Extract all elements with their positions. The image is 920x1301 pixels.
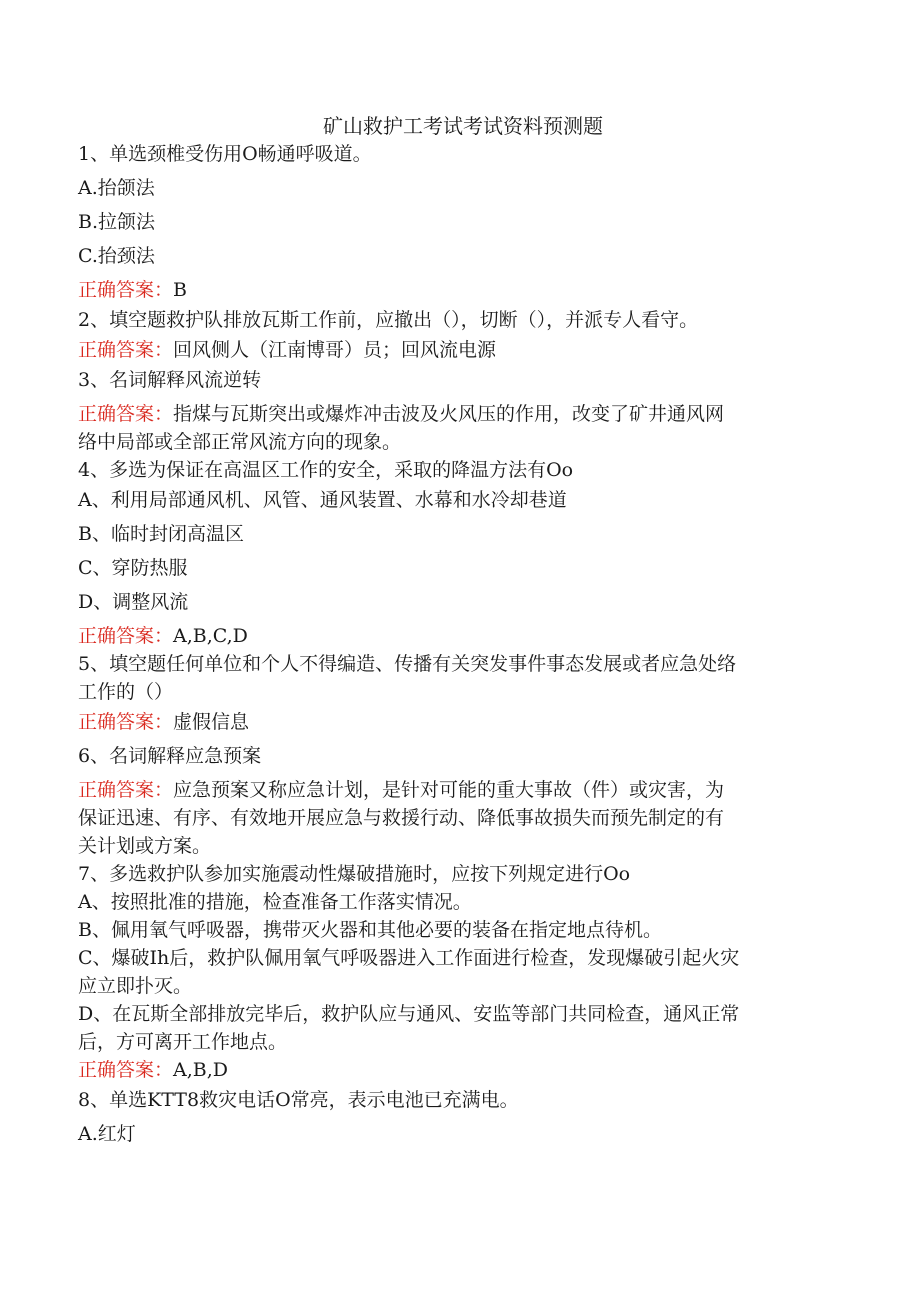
question-4-option-a: A、利用局部通风机、风管、通风装置、水幕和水冷却巷道 (78, 489, 567, 511)
answer-value: 虚假信息 (173, 711, 250, 733)
question-7-stem: 7、多选救护队参加实施震动性爆破措施时，应按下列规定进行Oo (78, 863, 631, 885)
question-7-option-c: C、爆破Ih后，救护队佩用氧气呼吸器进入工作面进行检查，发现爆破引起火灾 (78, 947, 740, 969)
question-1-option-a: A.抬颌法 (78, 177, 155, 199)
question-3-answer (78, 400, 838, 428)
question-7-option-d-cont: 后，方可离开工作地点。 (78, 1031, 288, 1053)
question-6-stem: 6、名词解释应急预案 (78, 745, 262, 767)
question-4-answer (78, 622, 838, 650)
question-7-answer (78, 1056, 838, 1084)
document-title: 矿山救护工考试考试资料预测题 (323, 114, 603, 138)
question-6-answer (78, 776, 838, 804)
question-5-stem-cont: 工作的（） (78, 681, 174, 703)
answer-label: 正确答案： (78, 711, 174, 733)
document-page (78, 112, 838, 1148)
question-8-option-a: A.红灯 (78, 1123, 136, 1145)
answer-value: 指煤与瓦斯突出或爆炸冲击波及火风压的作用，改变了矿井通风网 (173, 403, 725, 425)
question-4-option-c: C、穿防热服 (78, 557, 188, 579)
answer-value: B (173, 279, 187, 301)
answer-value: A,B,D (173, 1059, 229, 1081)
question-3-answer-cont: 络中局部或全部正常风流方向的现象。 (78, 431, 402, 453)
question-1-option-c: C.抬颈法 (78, 245, 155, 267)
answer-label: 正确答案： (78, 403, 174, 425)
answer-value: 回风侧人（江南博哥）员；回风流电源 (173, 339, 497, 361)
question-6-answer-cont-1: 保证迅速、有序、有效地开展应急与救援行动、降低事故损失而预先制定的有 (78, 807, 725, 829)
question-2-answer (78, 336, 838, 364)
answer-label: 正确答案： (78, 779, 174, 801)
answer-value: A,B,C,D (173, 625, 248, 647)
answer-label: 正确答案： (78, 625, 174, 647)
question-4-option-d: D、调整风流 (78, 591, 189, 613)
question-2-stem: 2、填空题救护队排放瓦斯工作前，应撤出（），切断（），并派专人看守。 (78, 309, 699, 331)
answer-label: 正确答案： (78, 279, 174, 301)
question-7-option-b: B、佩用氧气呼吸器，携带灭火器和其他必要的装备在指定地点待机。 (78, 919, 662, 941)
question-5-answer (78, 708, 838, 736)
question-4-option-b: B、临时封闭高温区 (78, 523, 244, 545)
question-1-answer (78, 276, 838, 304)
question-8-stem: 8、单选KTT8救灾电话O常亮，表示电池已充满电。 (78, 1089, 519, 1111)
question-7-option-a: A、按照批准的措施，检查准备工作落实情况。 (78, 891, 472, 913)
answer-label: 正确答案： (78, 339, 174, 361)
question-3-stem: 3、名词解释风流逆转 (78, 369, 262, 391)
question-5-stem: 5、填空题任何单位和个人不得编造、传播有关突发事件事态发展或者应急处络 (78, 653, 737, 675)
question-1-stem: 1、单选颈椎受伤用O畅通呼吸道。 (78, 143, 372, 165)
question-7-option-c-cont: 应立即扑灭。 (78, 975, 193, 997)
question-6-answer-cont-2: 关计划或方案。 (78, 835, 212, 857)
question-4-stem: 4、多选为保证在高温区工作的安全，采取的降温方法有Oo (78, 459, 574, 481)
answer-label: 正确答案： (78, 1059, 174, 1081)
answer-value: 应急预案又称应急计划，是针对可能的重大事故（件）或灾害，为 (173, 779, 725, 801)
question-7-option-d: D、在瓦斯全部排放完毕后，救护队应与通风、安监等部门共同检查，通风正常 (78, 1003, 740, 1025)
question-1-option-b: B.拉颌法 (78, 211, 156, 233)
